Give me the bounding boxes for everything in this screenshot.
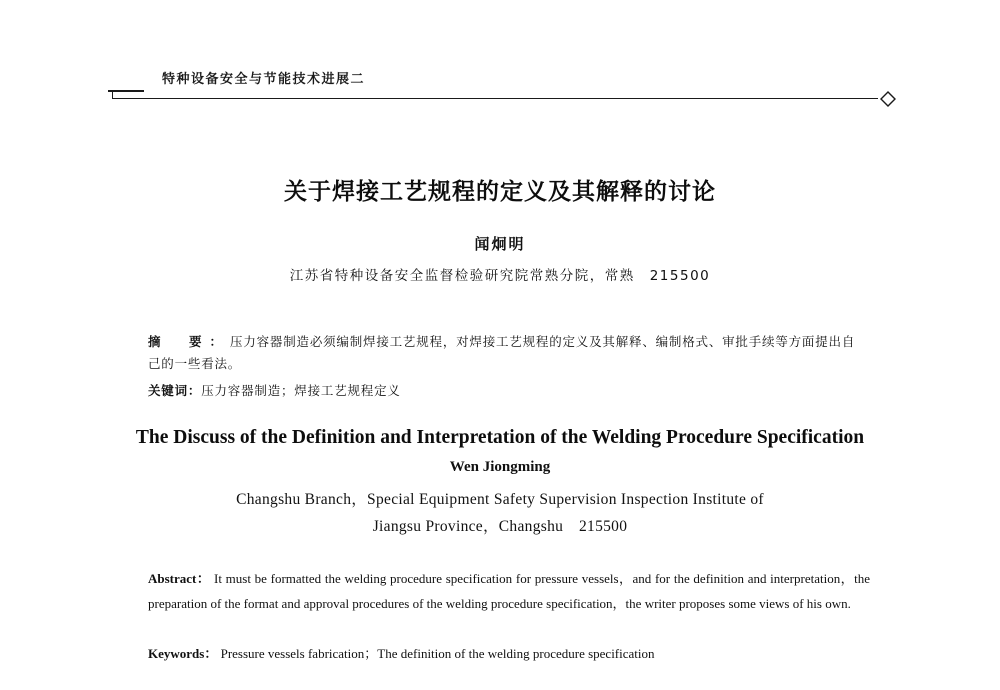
keywords-label-chinese: 关键词： bbox=[148, 383, 202, 398]
abstract-label-chinese: 摘 要： bbox=[148, 334, 231, 349]
header-rule-tick bbox=[112, 90, 113, 98]
diamond-outline-icon bbox=[880, 91, 896, 107]
affiliation-english bbox=[0, 486, 1000, 540]
abstract-chinese bbox=[148, 331, 868, 375]
author-name-chinese: 闻炯明 bbox=[474, 235, 526, 253]
paper-title-english: The Discuss of the Definition and Interpretation of the Welding Procedure Specification bbox=[135, 427, 865, 448]
header-rule bbox=[112, 98, 878, 99]
author-name-english: Wen Jiongming bbox=[449, 459, 551, 475]
keywords-text-english: Pressure vessels fabrication；The definition of the welding procedure specification bbox=[220, 646, 655, 661]
keywords-text-chinese: 压力容器制造；焊接工艺规程定义 bbox=[201, 383, 401, 398]
abstract-text-chinese: 压力容器制造必须编制焊接工艺规程，对焊接工艺规程的定义及其解释、编制格式、审批手续等方面提出自己的一些看法。 bbox=[148, 334, 856, 371]
abstract-english bbox=[148, 566, 870, 616]
paper-title-chinese: 关于焊接工艺规程的定义及其解释的讨论 bbox=[284, 179, 716, 205]
keywords-english bbox=[148, 643, 870, 662]
affiliation-chinese: 江苏省特种设备安全监督检验研究院常熟分院，常熟 215500 bbox=[289, 268, 711, 284]
running-header-title: 特种设备安全与节能技术进展二 bbox=[162, 72, 366, 87]
keywords-label-english: Keywords： bbox=[148, 646, 218, 661]
header-rule-short bbox=[108, 90, 144, 92]
keywords-chinese bbox=[148, 381, 868, 399]
abstract-label-english: Abstract： bbox=[148, 571, 211, 586]
abstract-text-english: It must be formatted the welding procedure specification for pressure vessels，and for the definition and interpretation，the preparation of the format and approval procedures of the welding procedure specification，the writer proposes some views of his own. bbox=[148, 571, 870, 611]
affiliation-english-line2: Jiangsu Province，Changshu 215500 bbox=[372, 518, 628, 535]
affiliation-english-line1: Changshu Branch，Special Equipment Safety Supervision Inspection Institute of bbox=[236, 491, 764, 508]
